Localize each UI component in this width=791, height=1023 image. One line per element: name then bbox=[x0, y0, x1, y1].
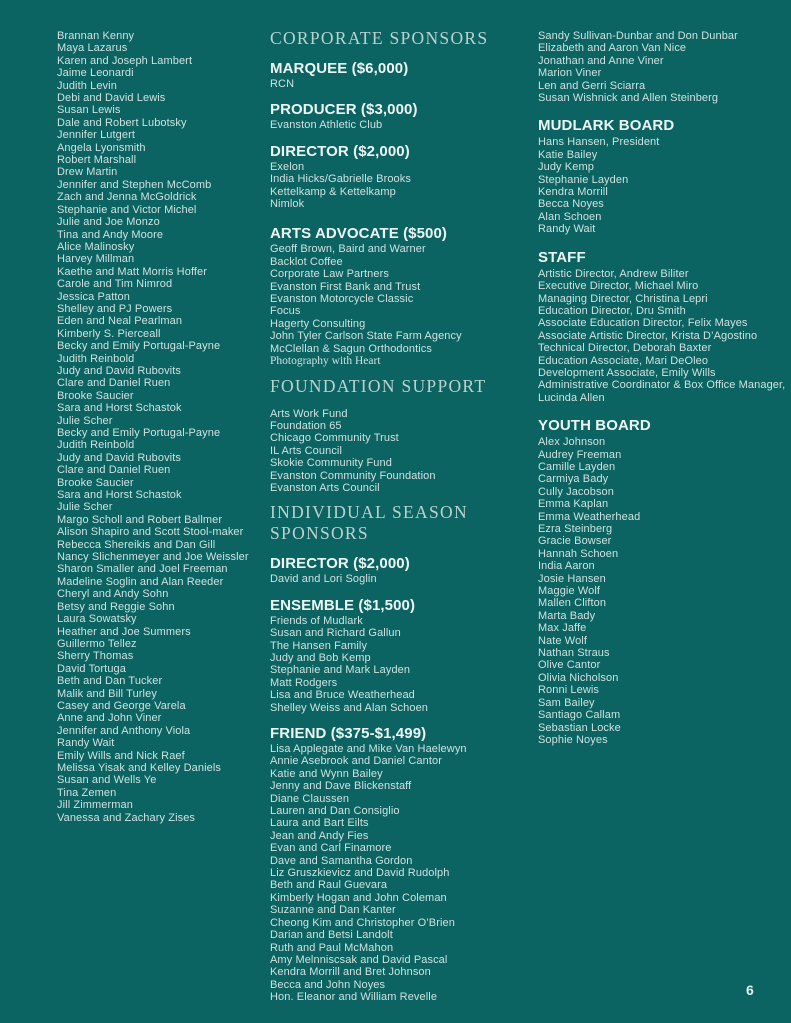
list-item: Lisa Applegate and Mike Van Haelewyn bbox=[270, 743, 467, 755]
list-item: Brannan Kenny bbox=[57, 30, 135, 42]
list-item: Nancy Slichenmeyer and Joe Weissler bbox=[57, 551, 249, 564]
list-item: Hans Hansen, President bbox=[538, 136, 660, 149]
list-item: Nimlok bbox=[270, 198, 305, 211]
list-item: Artistic Director, Andrew Biliter bbox=[538, 267, 689, 280]
list-item: Olive Cantor bbox=[538, 659, 601, 672]
list-item: Katie and Wynn Bailey bbox=[270, 767, 383, 780]
producer-items bbox=[270, 119, 510, 131]
list-item: Emma Kaplan bbox=[538, 498, 609, 511]
list-item: Managing Director, Christina Lepri bbox=[538, 292, 708, 305]
director-group bbox=[270, 143, 510, 211]
list-item: Robert Marshall bbox=[57, 154, 137, 167]
list-item: Laura and Bart Eilts bbox=[270, 817, 369, 830]
list-item: Alison Shapiro and Scott Stool-maker bbox=[57, 526, 244, 539]
list-item: Geoff Brown, Baird and Warner bbox=[270, 243, 426, 256]
list-item: Santiago Callam bbox=[538, 709, 621, 722]
list-item: Len and Gerri Sciarra bbox=[538, 79, 646, 92]
list-item: Shelley Weiss and Alan Schoen bbox=[270, 701, 429, 714]
list-item: Stephanie and Mark Layden bbox=[270, 664, 411, 677]
list-item: Cully Jacobson bbox=[538, 485, 614, 498]
list-item: Drew Martin bbox=[57, 166, 118, 179]
list-item: Marion Viner bbox=[538, 67, 602, 80]
list-item: Chicago Community Trust bbox=[270, 432, 399, 445]
list-item: David and Lori Soglin bbox=[270, 573, 377, 586]
list-item: Stephanie and Victor Michel bbox=[57, 203, 197, 216]
list-item: Maggie Wolf bbox=[538, 585, 601, 598]
list-item: Laura Sowatsky bbox=[57, 613, 137, 626]
list-item: Arts Work Fund bbox=[270, 407, 348, 420]
list-item: Sandy Sullivan-Dunbar and Don Dunbar bbox=[538, 30, 738, 42]
friend-heading: FRIEND ($375-$1,499) bbox=[270, 725, 427, 742]
friend-items bbox=[270, 743, 510, 1004]
list-item: John Tyler Carlson State Farm Agency bbox=[270, 330, 462, 343]
list-item: Beth and Raul Guevara bbox=[270, 879, 388, 892]
list-item: Education Director, Dru Smith bbox=[538, 304, 686, 317]
list-item: Judith Reinbold bbox=[57, 352, 135, 365]
list-item: Becky and Emily Portugal-Payne bbox=[57, 427, 221, 439]
list-item: Heather and Joe Summers bbox=[57, 625, 191, 638]
list-item: Jessica Patton bbox=[57, 290, 130, 303]
list-item: Brooke Saucier bbox=[57, 476, 134, 489]
list-item: Beth and Dan Tucker bbox=[57, 675, 163, 688]
list-item: Jennifer Lutgert bbox=[57, 129, 136, 142]
list-item: Nathan Straus bbox=[538, 647, 610, 660]
list-item: Becca and John Noyes bbox=[270, 978, 386, 991]
list-item: Dale and Robert Lubotsky bbox=[57, 116, 187, 129]
list-item: Cheryl and Andy Sohn bbox=[57, 588, 169, 601]
list-item: Jonathan and Anne Viner bbox=[538, 54, 664, 67]
corporate-sponsors-column bbox=[270, 28, 510, 1015]
list-item: Margo Scholl and Robert Ballmer bbox=[57, 513, 223, 526]
list-item: Olivia Nicholson bbox=[538, 671, 619, 684]
producer-heading: PRODUCER ($3,000) bbox=[270, 101, 418, 119]
list-item: Friends of Mudlark bbox=[270, 614, 363, 627]
list-item: Kimberly S. Pierceall bbox=[57, 327, 161, 340]
list-item: Anne and John Viner bbox=[57, 712, 162, 725]
list-item: Guillermo Tellez bbox=[57, 637, 137, 650]
list-item: Stephanie Layden bbox=[538, 173, 629, 186]
list-item: Rebecca Shereikis and Dan Gill bbox=[57, 538, 216, 551]
list-item: Judy and David Rubovits bbox=[57, 364, 181, 377]
list-item: Max Jaffe bbox=[538, 622, 587, 635]
page-number: 6 bbox=[746, 982, 754, 998]
list-item: Evanston Athletic Club bbox=[270, 119, 383, 132]
list-item: India Hicks/Gabrielle Brooks bbox=[270, 173, 411, 186]
list-item: Hagerty Consulting bbox=[270, 317, 366, 330]
list-item: Gracie Bowser bbox=[538, 535, 612, 548]
producer-group bbox=[270, 101, 510, 131]
list-item: Diane Claussen bbox=[270, 792, 350, 805]
director-items bbox=[270, 161, 510, 211]
marquee-heading: MARQUEE ($6,000) bbox=[270, 60, 409, 77]
season-director-group bbox=[270, 555, 510, 585]
foundation-items bbox=[270, 408, 510, 495]
list-item: Evanston Community Foundation bbox=[270, 469, 436, 482]
list-item: Betsy and Reggie Sohn bbox=[57, 600, 175, 613]
list-item: Tina and Andy Moore bbox=[57, 228, 164, 241]
list-item: Kendra Morrill and Bret Johnson bbox=[270, 966, 431, 979]
staff-heading: STAFF bbox=[538, 248, 586, 266]
list-item: Darian and Betsi Landolt bbox=[270, 929, 393, 942]
list-item: Administrative Coordinator & Box Office Manager, Lucinda Allen bbox=[538, 379, 786, 404]
list-item: Becca Noyes bbox=[538, 198, 604, 211]
list-item: Katie Bailey bbox=[538, 148, 598, 161]
list-item: Angela Lyonsmith bbox=[57, 141, 146, 154]
list-item: Randy Wait bbox=[57, 737, 115, 750]
list-item: Judy and David Rubovits bbox=[57, 451, 181, 464]
list-item: McClellan & Sagun Orthodontics bbox=[270, 342, 432, 355]
list-item: Jenny and Dave Blickenstaff bbox=[270, 780, 412, 793]
youth-board-heading: YOUTH BOARD bbox=[538, 417, 651, 435]
list-item: Becky and Emily Portugal-Payne bbox=[57, 340, 221, 353]
list-item: Dave and Samantha Gordon bbox=[270, 854, 413, 867]
list-item: Corporate Law Partners bbox=[270, 268, 389, 281]
list-item: Sara and Horst Schastok bbox=[57, 402, 182, 415]
list-item: Associate Artistic Director, Krista D’Agostino bbox=[538, 329, 758, 342]
list-item: Education Associate, Mari DeOleo bbox=[538, 354, 709, 367]
list-item: Alex Johnson bbox=[538, 436, 606, 449]
list-item: Susan and Wells Ye bbox=[57, 774, 157, 787]
list-item: Susan and Richard Gallun bbox=[270, 627, 401, 640]
list-item: Lisa and Bruce Weatherhead bbox=[270, 689, 415, 702]
list-item: Ruth and Paul McMahon bbox=[270, 941, 394, 954]
list-item: Focus bbox=[270, 305, 301, 318]
list-item: Susan Wishnick and Allen Steinberg bbox=[538, 92, 719, 105]
list-item: Hannah Schoen bbox=[538, 547, 619, 560]
list-item: Zach and Jenna McGoldrick bbox=[57, 191, 197, 204]
list-item: Susan Lewis bbox=[57, 104, 121, 117]
list-item: Lauren and Dan Consiglio bbox=[270, 805, 400, 818]
list-item: Judy and Bob Kemp bbox=[270, 651, 371, 664]
arts-advocate-items bbox=[270, 243, 510, 355]
season-director-items bbox=[270, 573, 510, 585]
arts-advocate-serif-item: Photography with Heart bbox=[270, 355, 381, 368]
list-item: Kaethe and Matt Morris Hoffer bbox=[57, 265, 208, 278]
individual-sponsor-names-list bbox=[57, 30, 253, 824]
list-item: Sherry Thomas bbox=[57, 650, 134, 663]
list-item: Randy Wait bbox=[538, 223, 596, 236]
ensemble-heading: ENSEMBLE ($1,500) bbox=[270, 596, 416, 614]
ensemble-items bbox=[270, 615, 510, 714]
arts-advocate-heading: ARTS ADVOCATE ($500) bbox=[270, 225, 448, 243]
list-item: IL Arts Council bbox=[270, 444, 343, 457]
list-item: Kendra Morrill bbox=[538, 186, 608, 199]
list-item: Alice Malinosky bbox=[57, 240, 135, 253]
list-item: Sophie Noyes bbox=[538, 733, 608, 746]
list-item: Julie Scher bbox=[57, 501, 113, 514]
list-item: Karen and Joseph Lambert bbox=[57, 54, 193, 67]
list-item: David Tortuga bbox=[57, 662, 126, 675]
list-item: Evanston Arts Council bbox=[270, 481, 380, 494]
list-item: Sharon Smaller and Joel Freeman bbox=[57, 563, 228, 576]
list-item: Melissa Yisak and Kelley Daniels bbox=[57, 761, 221, 774]
list-item: Audrey Freeman bbox=[538, 448, 622, 461]
list-item: Eden and Neal Pearlman bbox=[57, 315, 183, 328]
season-director-heading: DIRECTOR ($2,000) bbox=[270, 555, 410, 573]
marquee-items bbox=[270, 78, 510, 90]
list-item: Kettelkamp & Kettelkamp bbox=[270, 185, 396, 198]
list-item: Camille Layden bbox=[538, 460, 616, 473]
list-item: Backlot Coffee bbox=[270, 255, 343, 268]
list-item: Evan and Carl Finamore bbox=[270, 842, 392, 855]
list-item: Elizabeth and Aaron Van Nice bbox=[538, 42, 687, 55]
list-item: Jean and Andy Fies bbox=[270, 829, 369, 842]
corporate-sponsors-heading: CORPORATE SPONSORS bbox=[270, 28, 489, 48]
director-heading: DIRECTOR ($2,000) bbox=[270, 142, 410, 160]
list-item: Kimberly Hogan and John Coleman bbox=[270, 891, 447, 904]
list-item: Brooke Saucier bbox=[57, 389, 134, 402]
list-item: The Hansen Family bbox=[270, 639, 368, 652]
list-item: Jennifer and Stephen McComb bbox=[57, 178, 212, 191]
list-item: Shelley and PJ Powers bbox=[57, 302, 173, 315]
list-item: Amy Melnniscsak and David Pascal bbox=[270, 953, 448, 966]
list-item: Skokie Community Fund bbox=[270, 457, 392, 470]
list-item: Exelon bbox=[270, 160, 305, 173]
list-item: Hon. Eleanor and William Revelle bbox=[270, 991, 438, 1004]
list-item: Marta Bady bbox=[538, 609, 596, 622]
list-item: Judith Levin bbox=[57, 79, 117, 92]
list-item: Tina Zemen bbox=[57, 786, 117, 799]
youth-board-members bbox=[538, 436, 791, 746]
list-item: Judith Reinbold bbox=[57, 439, 135, 452]
list-item: Foundation 65 bbox=[270, 419, 342, 432]
mudlark-board-members bbox=[538, 136, 791, 235]
list-item: Jennifer and Anthony Viola bbox=[57, 724, 191, 737]
list-item: Executive Director, Michael Miro bbox=[538, 280, 699, 293]
list-item: Clare and Daniel Ruen bbox=[57, 377, 171, 390]
list-item: Carole and Tim Nimrod bbox=[57, 278, 173, 291]
list-item: Casey and George Varela bbox=[57, 699, 186, 712]
list-item: Judy Kemp bbox=[538, 161, 594, 174]
list-item: Mallen Clifton bbox=[538, 597, 607, 610]
list-item: Evanston Motorcycle Classic bbox=[270, 293, 414, 306]
list-item: Julie and Joe Monzo bbox=[57, 216, 160, 229]
individual-season-sponsors-heading: INDIVIDUAL SEASON SPONSORS bbox=[270, 502, 468, 544]
staff-members bbox=[538, 268, 791, 404]
list-item: Matt Rodgers bbox=[270, 676, 338, 689]
foundation-support-heading: FOUNDATION SUPPORT bbox=[270, 375, 487, 396]
list-item: Nate Wolf bbox=[538, 634, 587, 647]
list-item: RCN bbox=[270, 78, 295, 90]
list-item: Technical Director, Deborah Baxter bbox=[538, 342, 712, 355]
arts-advocate-group bbox=[270, 225, 510, 367]
list-item: Emma Weatherhead bbox=[538, 510, 641, 523]
list-item: Ronni Lewis bbox=[538, 684, 600, 697]
list-item: Maya Lazarus bbox=[57, 42, 128, 55]
list-item: Carmiya Bady bbox=[538, 473, 609, 486]
list-item: Sam Bailey bbox=[538, 696, 595, 709]
marquee-group bbox=[270, 60, 510, 90]
list-item: Sebastian Locke bbox=[538, 721, 621, 734]
list-item: Vanessa and Zachary Zises bbox=[57, 811, 196, 824]
list-item: Suzanne and Dan Kanter bbox=[270, 904, 396, 917]
list-item: Clare and Daniel Ruen bbox=[57, 464, 171, 477]
list-item: Julie Scher bbox=[57, 414, 113, 427]
list-item: Malik and Bill Turley bbox=[57, 687, 157, 700]
list-item: Ezra Steinberg bbox=[538, 523, 613, 535]
boards-staff-column bbox=[538, 30, 791, 746]
list-item: Jill Zimmerman bbox=[57, 799, 133, 812]
ensemble-group bbox=[270, 597, 510, 714]
list-item: Madeline Soglin and Alan Reeder bbox=[57, 575, 224, 588]
continued-sponsor-names bbox=[538, 30, 791, 104]
mudlark-board-heading: MUDLARK BOARD bbox=[538, 117, 675, 135]
friend-group bbox=[270, 725, 510, 1004]
list-item: Debi and David Lewis bbox=[57, 92, 166, 105]
list-item: Evanston First Bank and Trust bbox=[270, 280, 421, 293]
list-item: Development Associate, Emily Wills bbox=[538, 366, 716, 379]
list-item: Liz Gruszkievicz and David Rudolph bbox=[270, 867, 450, 880]
list-item: Associate Education Director, Felix Mayes bbox=[538, 317, 748, 330]
list-item: Emily Wills and Nick Raef bbox=[57, 749, 185, 762]
list-item: Harvey Millman bbox=[57, 253, 135, 266]
list-item: Annie Asebrook and Daniel Cantor bbox=[270, 755, 442, 768]
list-item: Cheong Kim and Christopher O’Brien bbox=[270, 916, 455, 929]
list-item: Alan Schoen bbox=[538, 210, 602, 223]
list-item: Josie Hansen bbox=[538, 572, 606, 585]
list-item: India Aaron bbox=[538, 560, 595, 573]
list-item: Sara and Horst Schastok bbox=[57, 489, 182, 502]
list-item: Jaime Leonardi bbox=[57, 67, 134, 80]
